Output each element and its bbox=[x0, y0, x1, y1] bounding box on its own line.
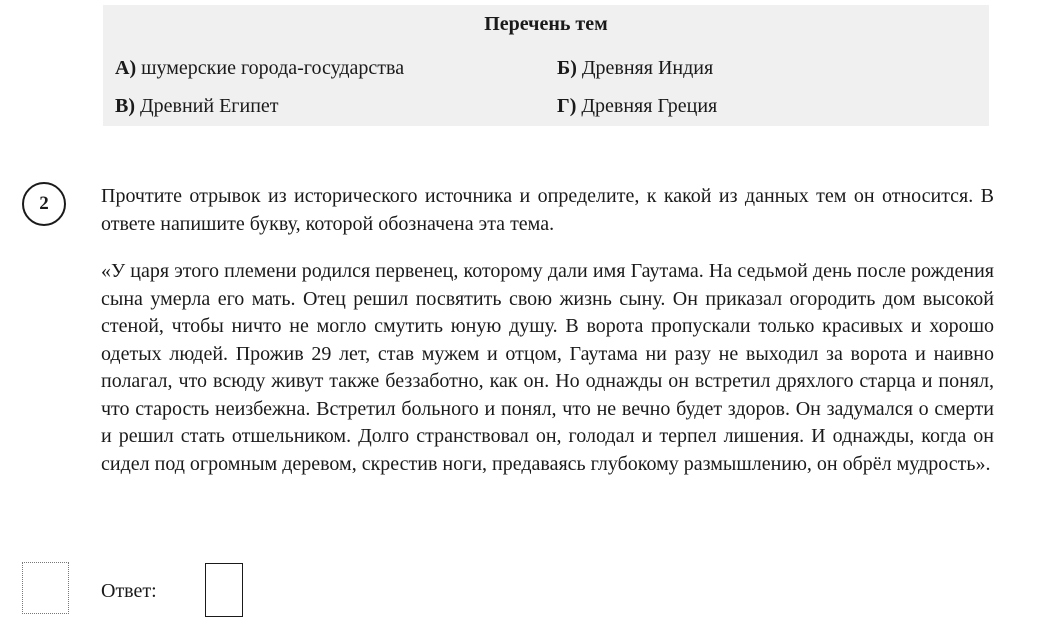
topic-g-text: Древняя Греция bbox=[576, 95, 718, 117]
topic-b bbox=[557, 57, 713, 80]
topic-g bbox=[557, 95, 717, 118]
answer-label: Ответ: bbox=[101, 580, 157, 602]
topic-v-text: Древний Египет bbox=[135, 95, 279, 117]
answer-check-box bbox=[22, 562, 69, 614]
answer-input-box[interactable] bbox=[205, 563, 243, 617]
source-quote: «У царя этого племени родился первенец, которому дали имя Гаутама. На седьмой день после рождения сына умерла его мать. Отец решил посвятить свою жизнь сыну. Он приказал огородить дом высокой стеной, чтобы ничто не могло смутить юную душу. В ворота пропускали только красивых и хорошо одетых людей. Прожив 29 лет, став мужем и отцом, Гаутама ни разу не выходил за ворота и наивно полагал, что всюду живут также беззаботно, как он. Но однажды он встретил дряхлого старца и понял, что старость неизбежна. Встретил больного и понял, что не вечно будет здоров. Он задумался о смерти и решил стать отшельником. Долго странствовал он, голодал и терпел лишения. И однажды, когда он сидел под огромным деревом, скрестив ноги, предаваясь глубокому размышлению, он обрёл мудрость». bbox=[101, 260, 994, 475]
topic-b-letter: Б) bbox=[557, 57, 577, 79]
topic-a-text: шумерские города-государства bbox=[136, 57, 405, 79]
topics-list-box bbox=[103, 5, 989, 126]
topic-v-letter: В) bbox=[115, 95, 135, 117]
topic-a bbox=[115, 57, 404, 80]
topic-g-letter: Г) bbox=[557, 95, 577, 117]
topic-v bbox=[115, 95, 279, 118]
question-number-badge: 2 bbox=[22, 182, 66, 226]
topic-a-letter: А) bbox=[115, 57, 137, 79]
question-instruction: Прочтите отрывок из исторического источника и определите, к какой из данных тем он относится. В ответе напишите букву, которой обозначена эта тема. bbox=[101, 185, 994, 235]
topics-title: Перечень тем bbox=[484, 13, 608, 35]
topic-b-text: Древняя Индия bbox=[576, 57, 714, 79]
